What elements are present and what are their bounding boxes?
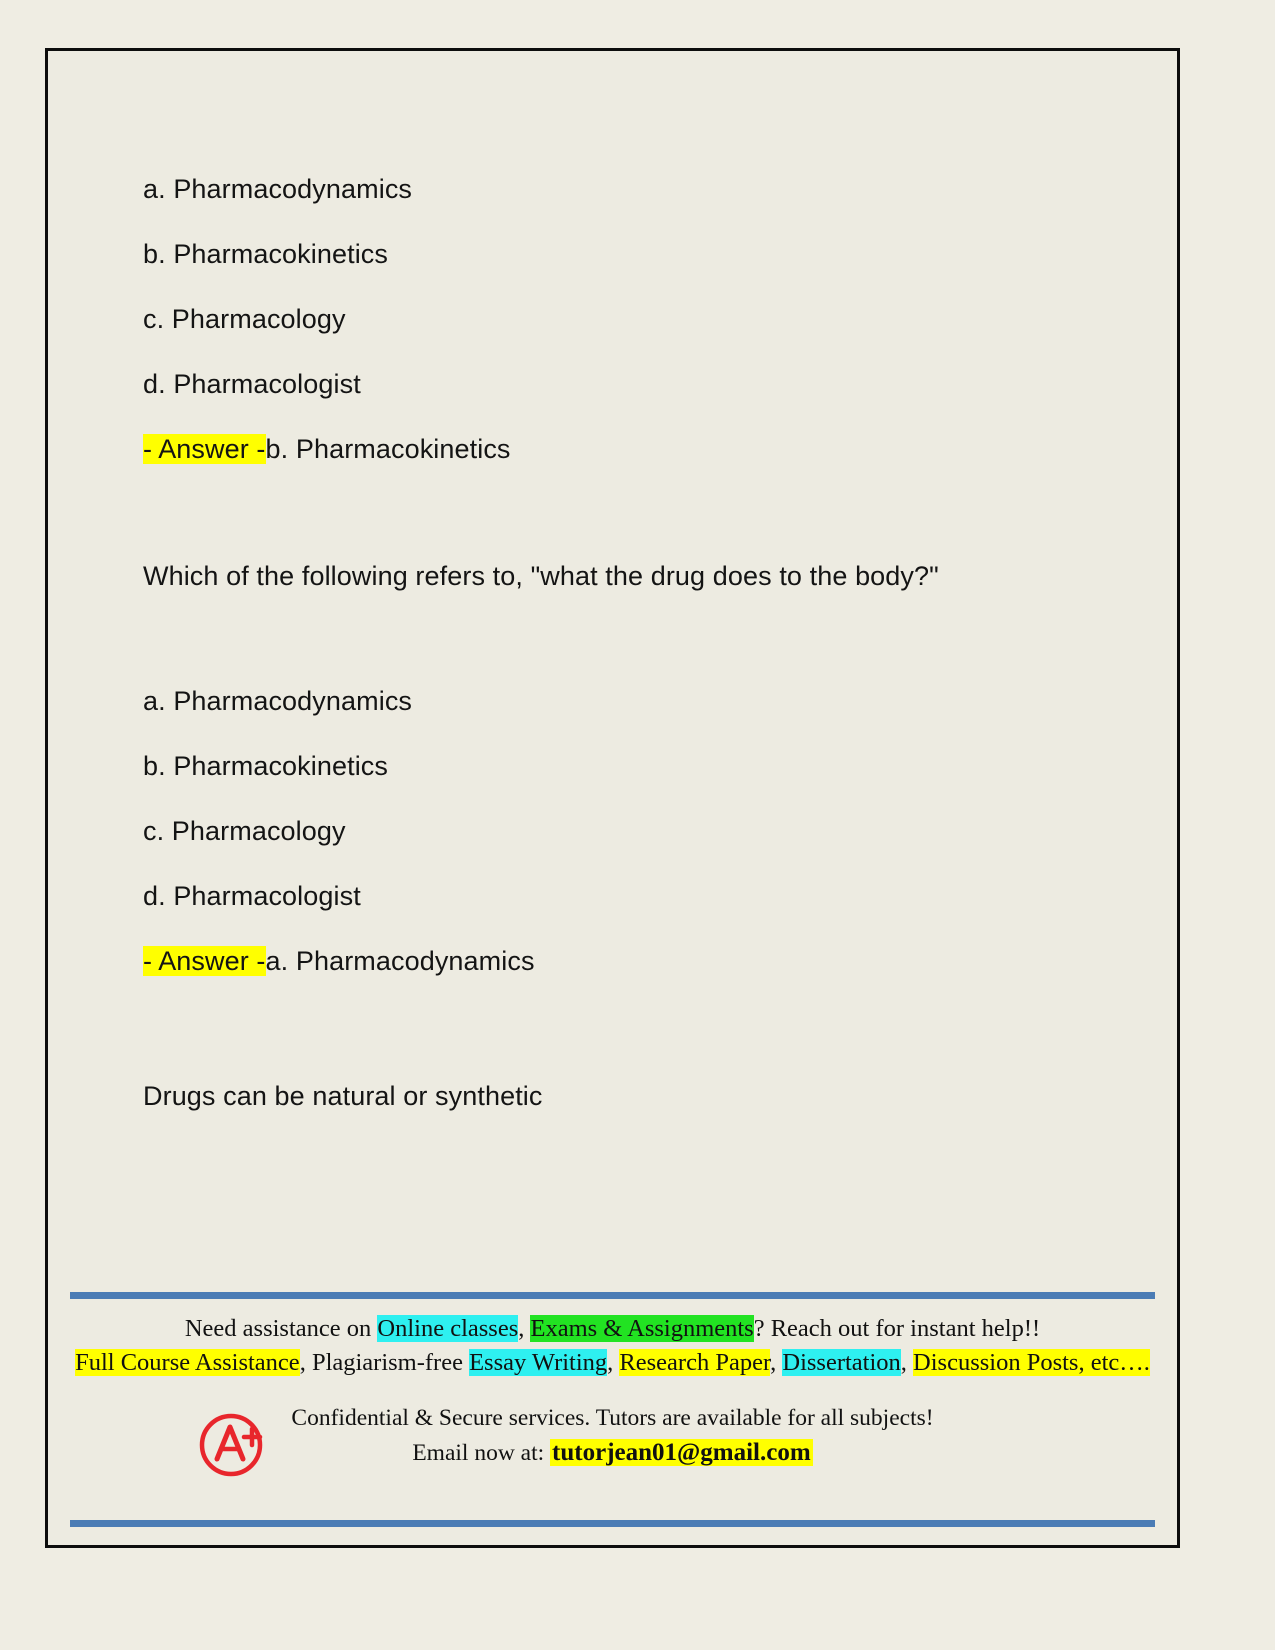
promo-email-prefix: Email now at: — [412, 1440, 551, 1467]
option-b-block1: b. Pharmacokinetics — [143, 239, 389, 269]
promo-body — [70, 1299, 1155, 1507]
promo-online-classes: Online classes — [377, 1315, 519, 1343]
document-content — [143, 176, 1137, 1148]
promo-line1-part3: ? Reach out for instant help!! — [753, 1315, 1041, 1343]
answer-label: - Answer - — [143, 946, 266, 976]
divider-top — [70, 1292, 1155, 1299]
spacer — [143, 626, 1137, 688]
a-plus-grade-icon — [195, 1405, 271, 1481]
promo-line2-part4: , — [900, 1349, 914, 1377]
divider-bottom — [70, 1520, 1155, 1527]
spacer — [143, 1013, 1137, 1083]
option-d-block2: d. Pharmacologist — [143, 881, 361, 911]
answer-value: a. Pharmacodynamics — [265, 946, 535, 976]
option-b-block2: b. Pharmacokinetics — [143, 751, 389, 781]
option-d-block1: d. Pharmacologist — [143, 369, 361, 399]
statement-line: Drugs can be natural or synthetic — [143, 1081, 543, 1111]
promo-line1-part1: Need assistance on — [184, 1315, 378, 1343]
promo-discussion-posts: Discussion Posts, etc…. — [913, 1349, 1150, 1377]
promo-tagline: Confidential & Secure services. Tutors are available for all subjects! — [291, 1405, 934, 1431]
answer-label: - Answer - — [143, 434, 266, 464]
option-c-block2: c. Pharmacology — [143, 816, 346, 846]
promo-dissertation: Dissertation — [782, 1349, 901, 1377]
promo-line2-part3: , — [770, 1349, 783, 1377]
promo-line2-part1: , Plagiarism-free — [299, 1349, 470, 1377]
promo-line1-part2: , — [518, 1315, 531, 1343]
promo-essay-writing: Essay Writing — [469, 1349, 608, 1377]
document-page — [45, 48, 1180, 1548]
spacer — [143, 501, 1137, 563]
question-2: Which of the following refers to, "what the drug does to the body?" — [143, 561, 939, 591]
promo-line2-part2: , — [607, 1349, 620, 1377]
answer-value: b. Pharmacokinetics — [265, 434, 511, 464]
option-a-block2: a. Pharmacodynamics — [143, 686, 413, 716]
promo-footer — [70, 1292, 1155, 1527]
promo-email-address[interactable]: tutorjean01@gmail.com — [552, 1439, 811, 1467]
promo-research-paper: Research Paper — [619, 1349, 771, 1377]
answer-line-block2 — [143, 948, 1137, 975]
promo-contact-block — [70, 1401, 1155, 1497]
answer-line-block1 — [143, 436, 1137, 463]
promo-exams-assignments: Exams & Assignments — [530, 1315, 754, 1343]
promo-full-course-assistance: Full Course Assistance — [75, 1349, 300, 1377]
promo-line-2 — [70, 1347, 1155, 1379]
option-c-block1: c. Pharmacology — [143, 304, 346, 334]
promo-line-1 — [70, 1313, 1155, 1345]
option-a-block1: a. Pharmacodynamics — [143, 174, 413, 204]
